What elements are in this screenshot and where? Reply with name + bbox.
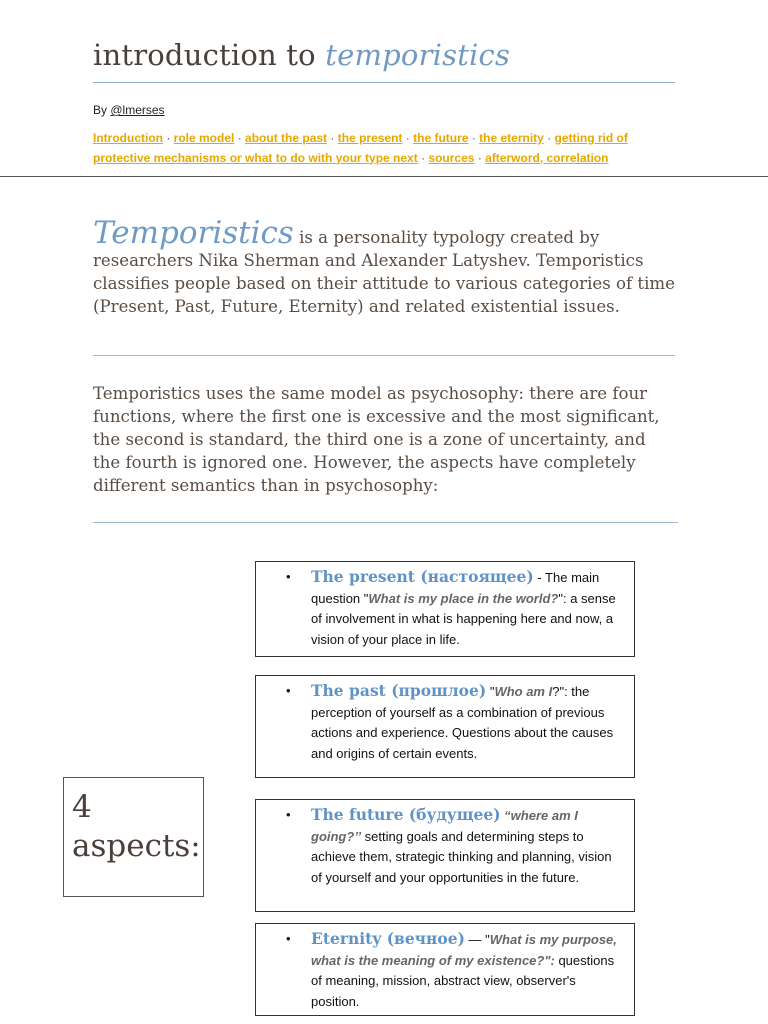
- toc-separator: ·: [330, 131, 335, 145]
- section-divider: [93, 355, 675, 356]
- aspect-description: [311, 681, 624, 764]
- aspect-tail: questions of meaning, mission, abstract view, observer's position.: [311, 952, 615, 1009]
- toc-separator: ·: [166, 131, 171, 145]
- toc-link-role-model[interactable]: role model: [173, 131, 235, 145]
- aspect-description: [311, 805, 624, 888]
- toc-separator: ·: [471, 131, 476, 145]
- bullet-icon: •: [286, 683, 291, 698]
- aspect-name: The future (будущее): [311, 805, 501, 824]
- toc-link-afterword[interactable]: afterword, correlation: [485, 150, 609, 165]
- toc-separator: ·: [477, 150, 482, 165]
- aspects-count: 4: [72, 789, 92, 825]
- toc-link-sources[interactable]: sources: [428, 150, 475, 165]
- author-link[interactable]: @lmerses: [110, 103, 165, 117]
- aspect-question: What is my purpose, what is the meaning of my existence?":: [311, 932, 617, 968]
- page-divider: [0, 176, 768, 177]
- aspect-tail: setting goals and determining steps to achieve them, strategic thinking and planning, vision of yourself and your opportunities in the future.: [311, 828, 612, 885]
- document-title: [93, 38, 510, 72]
- aspect-card-future: [255, 799, 635, 912]
- aspect-tail: ": a sense of involvement in what is happening here and now, a vision of your place in life.: [311, 590, 616, 647]
- toc-link-the-future[interactable]: the future: [413, 131, 469, 145]
- toc-link-about-the-past[interactable]: about the past: [245, 131, 328, 145]
- aspects-label: aspects:: [72, 828, 201, 864]
- toc-link-protective-mechanisms[interactable]: getting rid of protective mechanisms or what to do with your type next: [93, 131, 628, 165]
- aspect-name: The past (прошлое): [311, 681, 487, 700]
- toc-separator: ·: [421, 150, 426, 165]
- aspect-description: [311, 929, 624, 1012]
- aspect-name: Eternity (вечное): [311, 929, 465, 948]
- bullet-icon: •: [286, 807, 291, 822]
- title-accent: temporistics: [325, 38, 511, 72]
- model-paragraph: Temporistics uses the same model as psychosophy: there are four functions, where the first one is excessive and the most significant, the second is standard, the third one is a zone of uncertainty, and the fourth is ignored one. However, the aspects have completely different semantics than in psychosophy:: [93, 384, 660, 495]
- aspect-card-past: [255, 675, 635, 778]
- aspect-question: “where am I going?’’: [311, 808, 578, 844]
- byline: [93, 103, 165, 117]
- toc-link-the-eternity[interactable]: the eternity: [479, 131, 544, 145]
- aspect-description: [311, 567, 624, 650]
- toc-separator: ·: [237, 131, 242, 145]
- aspect-card-present: [255, 561, 635, 657]
- intro-text: is a personality typology created by researchers Nika Sherman and Alexander Latyshev. Temporistics classifies people based on their attitude to various categories of time (Present, Past, Future, Eternity) and related existential issues.: [93, 228, 675, 316]
- bullet-icon: •: [286, 569, 291, 584]
- aspect-tail: ?": the perception of yourself as a combination of previous actions and experience. Questions about the causes and origins of certain events.: [311, 684, 614, 761]
- title-prefix: introduction to: [93, 38, 326, 72]
- toc-link-introduction[interactable]: Introduction: [93, 131, 163, 145]
- aspect-question: What is my place in the world?: [368, 590, 559, 606]
- aspect-card-eternity: [255, 923, 635, 1016]
- intro-paragraph: [93, 215, 678, 318]
- aspect-name: The present (настоящее): [311, 567, 534, 586]
- table-of-contents: [93, 129, 678, 168]
- intro-lead-word: Temporistics: [93, 215, 294, 251]
- aspect-lead: — ": [464, 932, 490, 947]
- by-label: By: [93, 103, 111, 117]
- bullet-icon: •: [286, 931, 291, 946]
- aspect-lead: ": [486, 684, 495, 699]
- toc-separator: ·: [547, 131, 552, 145]
- title-underline: [93, 82, 675, 83]
- toc-separator: ·: [405, 131, 410, 145]
- aspect-question: Who am I: [494, 684, 553, 699]
- section-divider: [93, 522, 678, 523]
- aspects-label-box: [63, 777, 204, 897]
- aspect-lead: - The main question ": [311, 570, 600, 606]
- toc-link-the-present[interactable]: the present: [337, 131, 403, 145]
